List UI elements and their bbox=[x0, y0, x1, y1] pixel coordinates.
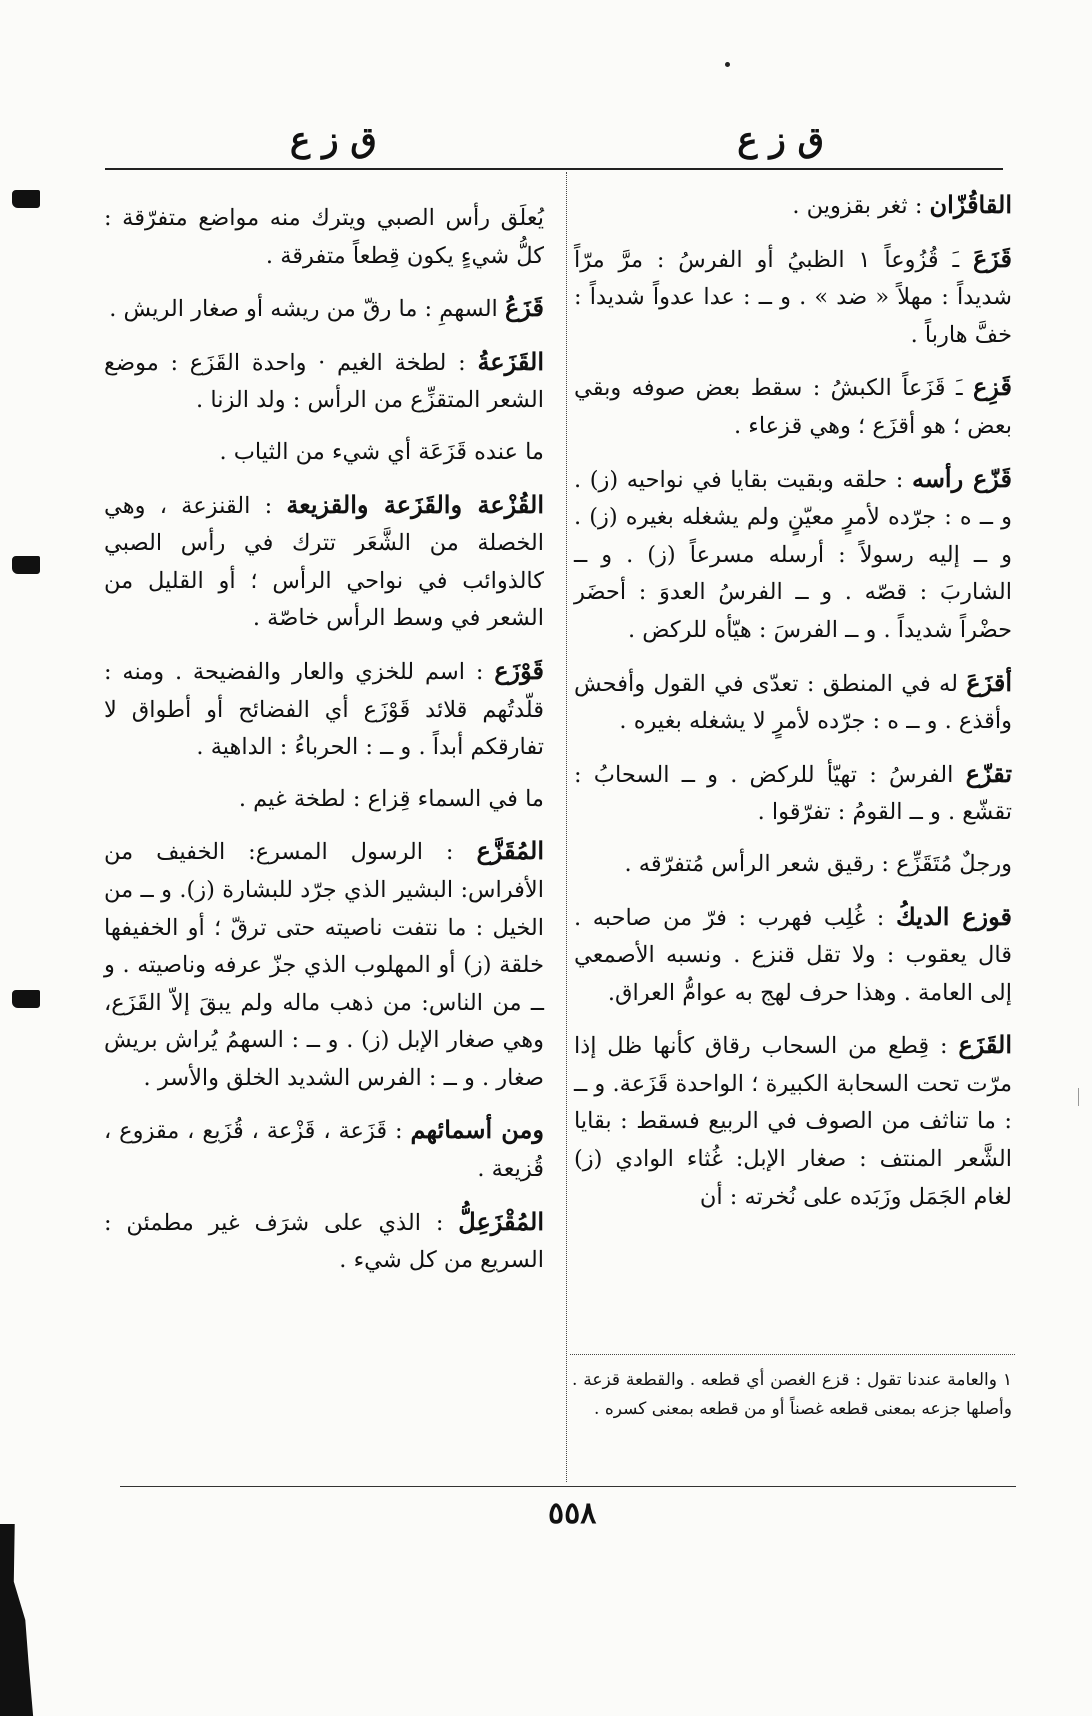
entry-headword: قَزَعَ bbox=[972, 243, 1012, 273]
entry-headword: المُقْزَعِلُّ bbox=[458, 1206, 544, 1236]
entry-definition: : القنزعة ، وهي الخصلة من الشَّعَر تترك في رأس الصبي كالذوائب في نواحي الرأس ؛ أو القليل من الشعر في وسط الرأس خاصّة . bbox=[104, 492, 544, 632]
column-separator bbox=[566, 172, 567, 1482]
entry-headword: قَوْزَع bbox=[494, 655, 544, 685]
entry-headword: القَزَع bbox=[958, 1030, 1012, 1060]
footnote-rule bbox=[570, 1354, 1015, 1355]
entry-headword: قَزِع bbox=[972, 372, 1012, 402]
page-header-left: ق ز ع bbox=[290, 120, 377, 160]
dictionary-entry bbox=[104, 1203, 544, 1280]
entry-definition: ـَ قَزَعاً الكبشُ : سقط بعض صوفه وبقي بعض ؛ هو أقزَع ؛ وهي قزعاء . bbox=[574, 375, 1012, 439]
dictionary-entry bbox=[574, 1026, 1012, 1216]
entry-definition: يُعلَق رأس الصبي ويترك منه مواضع متفرّقة : كلُّ شيءٍ يكون قِطعاً متفرقة . bbox=[104, 205, 544, 269]
left-column bbox=[104, 200, 544, 1280]
entry-headword: أقزَعَ bbox=[966, 667, 1012, 697]
dictionary-entry bbox=[574, 240, 1012, 355]
scan-edge-shadow bbox=[0, 1524, 46, 1716]
entry-definition: : غُلِب فهرب : فرّ من صاحبه . قال يعقوب : ولا تقل قنزع . ونسبه الأصمعي إلى العامة . وهذا حرف لهج به عوامُّ العراق. bbox=[574, 904, 1012, 1006]
dictionary-entry bbox=[574, 186, 1012, 226]
footer-rule bbox=[120, 1486, 1016, 1487]
dictionary-entry bbox=[104, 289, 544, 329]
ink-dot bbox=[725, 62, 730, 67]
dictionary-entry bbox=[104, 781, 544, 819]
right-column bbox=[574, 186, 1012, 1216]
entry-definition: ما عنده قَزَعَة أي شيء من الثياب . bbox=[219, 438, 544, 465]
entry-definition: له في المنطق : تعدّى في القول وأفحش وأقذع . و ــ ه : جرّده لأمرٍ لا يشغله بغيره . bbox=[574, 670, 1012, 735]
entry-headword: ومن أسمائهم bbox=[410, 1115, 544, 1145]
entry-definition: ما في السماء قِزاع : لطخة غيم . bbox=[238, 785, 544, 812]
dictionary-entry bbox=[574, 755, 1012, 832]
entry-headword: القاقُزّان bbox=[929, 190, 1012, 219]
entry-definition: ورجلٌ مُتَقَزِّع : رقيق شعر الرأس مُتفرّقه . bbox=[624, 850, 1012, 877]
dictionary-entry bbox=[104, 200, 544, 275]
dictionary-entry bbox=[104, 486, 544, 638]
page-number: ٥٥٨ bbox=[548, 1496, 597, 1531]
entry-headword: القُزْعة والقَزَعة والقزيعة bbox=[286, 489, 545, 519]
entry-headword: تقزّع bbox=[965, 758, 1012, 788]
page-header-right: ق ز ع bbox=[737, 120, 824, 160]
entry-definition: : ثغر بقزوين . bbox=[792, 193, 930, 219]
dictionary-entry bbox=[574, 846, 1012, 884]
margin-thumb-mark bbox=[12, 990, 40, 1008]
dictionary-entry bbox=[574, 460, 1012, 650]
entry-definition: : الذي على شرَف غير مطمئن : السريع من كل شيء . bbox=[104, 1209, 544, 1274]
dictionary-entry bbox=[104, 832, 544, 1097]
margin-thumb-mark bbox=[12, 556, 40, 574]
dictionary-entry bbox=[104, 343, 544, 420]
entry-headword: القَزَعةُ bbox=[477, 346, 544, 376]
dictionary-entry bbox=[104, 1111, 544, 1188]
dictionary-entry bbox=[574, 368, 1012, 445]
dictionary-entry bbox=[574, 898, 1012, 1013]
entry-definition: : لطخة الغيم · واحدة القَزَع : موضع الشعر المتقزِّع من الرأس : ولد الزنا . bbox=[104, 349, 544, 414]
entry-definition: الفرسُ : تهيّأ للركض . و ــ السحابُ : تقشّع . و ــ القومُ : تفرّقوا . bbox=[574, 761, 1012, 826]
dictionary-entry bbox=[574, 664, 1012, 741]
entry-definition: : قَزَعة ، قَزْعة ، قُزَيع ، مقزوع ، قُزيعة . bbox=[104, 1118, 544, 1183]
dictionary-entry bbox=[104, 652, 544, 767]
entry-headword: المُقَزَّع bbox=[476, 836, 544, 866]
entry-definition: : اسم للخزي والعار والفضيحة . ومنه : قلّدتُهم قلائد قَوْزَع أي الفضائح أو أطواق لا تفارقكم أبداً . و ــ : الحرباءُ : الداهية . bbox=[104, 658, 544, 761]
entry-definition: : قِطع من السحاب رقاق كأنها ظل إذا مرّت تحت السحابة الكبيرة ؛ الواحدة قَزَعة. و ــ : ما تناثف من الصوف في الربيع فسقط : بقايا الشَّعر المنتف : صغار الإبل: غُثاء الوادي (ز) لغام الجَمَل وزَبَده على نُخرته : أن bbox=[574, 1033, 1012, 1210]
margin-thumb-mark bbox=[12, 190, 40, 208]
entry-definition: : الرسول المسرع: الخفيف من الأفراس: البشير الذي جرّد للبشارة (ز). و ــ من الخيل : ما نتفت ناصيته حتى ترقّ ؛ أو الخفيفها خلقة (ز) أو المهلوب الذي جزّ عرفه وناصيته . و ــ من الناس: من ذهب ماله ولم يبقَ إلاّ القَزَع، وهي صغار الإبل (ز) . و ــ : السهمُ يُراش بريش صغار . و ــ : الفرس الشديد الخلق والأسر . bbox=[104, 839, 544, 1091]
footnote: ١ والعامة عندنا تقول : قزع الغصن أي قطعه . والقطعة قزعة . وأصلها جزعه بمعنى قطعه غصناً أو من قطعه بمعنى كسره . bbox=[572, 1370, 1012, 1419]
entry-headword: قوزع الديكُ bbox=[895, 901, 1012, 931]
margin-tick bbox=[1078, 1088, 1079, 1106]
entry-headword: قَزَعُ bbox=[504, 293, 544, 323]
dictionary-entry bbox=[104, 434, 544, 472]
entry-definition: السهمِ : ما رقّ من ريشه أو صغار الريش . bbox=[109, 296, 505, 323]
entry-definition: ـَ قُزُوعاً ١ الظبيُ أو الفرسُ : مرَّ مرّاً شديداً : مهلاً « ضد » . و ــ : عدا عدواً شديداً : خفَّ هارباً . bbox=[574, 246, 1012, 348]
entry-headword: قَزّع رأسه bbox=[911, 463, 1012, 493]
header-rule bbox=[105, 168, 1003, 170]
entry-definition: : حلقه وبقيت بقايا في نواحيه (ز) . و ــ ه : جرّده لأمرٍ معيّنٍ ولم يشغله بغيره (ز) . و ــ إليه رسولاً : أرسله مسرعاً (ز) . و ــ الشاربَ : قصّه . و ــ الفرسُ العدوَ : أحضَر حضْراً شديداً . و ــ الفرسَ : هيّأه للركض . bbox=[574, 466, 1012, 643]
